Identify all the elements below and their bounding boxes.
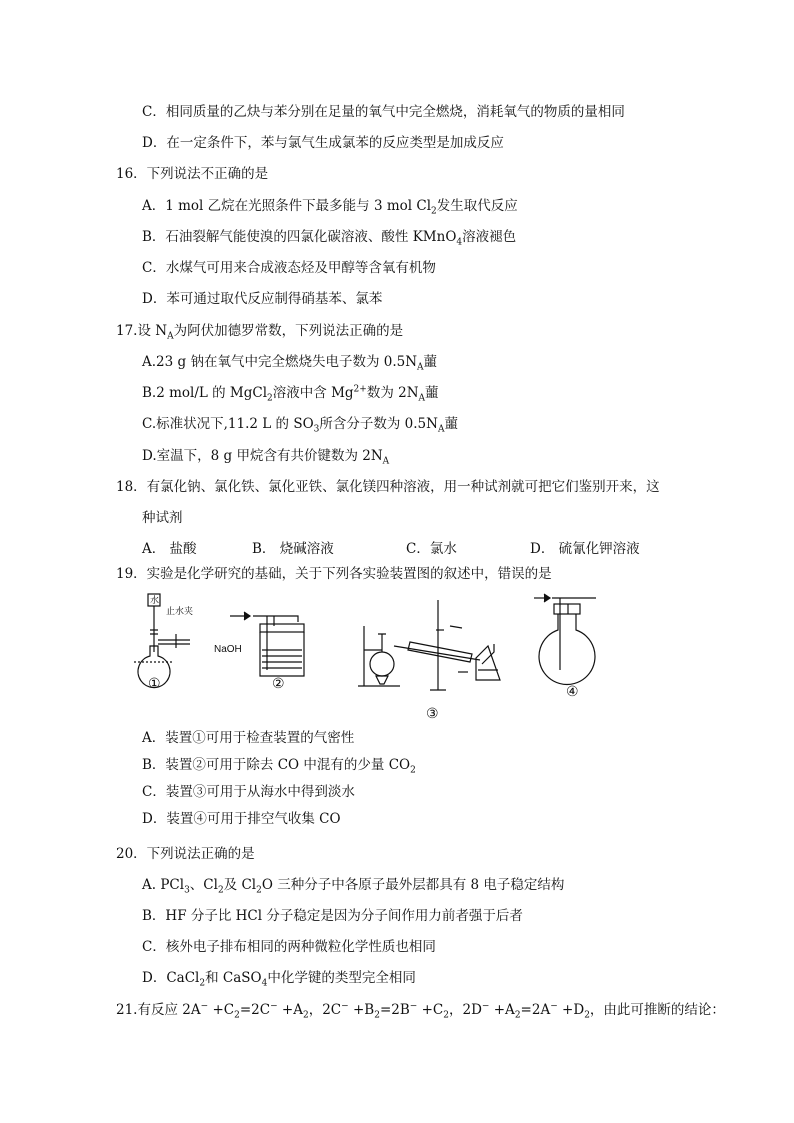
q16-option-c: C．水煤气可用来合成液态烃及甲醇等含氧有机物: [142, 260, 436, 276]
caption-2: ②: [272, 676, 285, 692]
q15-option-d: D．在一定条件下，苯与氯气生成氯苯的反应类型是加成反应: [142, 135, 504, 151]
q19-option-a: A．装置①可用于检查装置的气密性: [142, 730, 355, 746]
label-water: 水: [150, 595, 160, 605]
q16-option-d: D．苯可通过取代反应制得硝基苯、氯苯: [142, 291, 383, 307]
caption-3: ③: [426, 706, 439, 722]
q21-stem: 21.有反应 $2A^- +C_2=2C^- +A_2$，$2C^- +B_2=2B^- +C_2$，$2D^- +A_2=2A^- +D_2$，由此可推断的结论：: [116, 1001, 725, 1021]
q18-option-c: C．氯水: [406, 541, 457, 557]
q17-option-a: A.23 g 钠在氧气中完全燃烧失电子数为 $0.5N_A$蘁: [142, 354, 438, 373]
q20-option-a: A. PCl$_3$、$Cl_2$及 $Cl_2O$ 三种分子中各原子最外层都具有 8 电子稳定结构: [142, 877, 565, 896]
q18-option-b: B． 烧碱溶液: [252, 541, 334, 557]
q20-option-b: B．HF 分子比 HCl 分子稳定是因为分子间作用力前者强于后者: [142, 908, 523, 924]
q19-option-d: D．装置④可用于排空气收集 CO: [142, 811, 341, 827]
q18-options-row: [0, 540, 794, 558]
q20-stem: 20．下列说法正确的是: [116, 846, 255, 862]
q17-option-d: D.室温下，8 g 甲烷含有共价键数为 $2N_A$: [142, 448, 390, 467]
q15-option-c: C．相同质量的乙炔与苯分别在足量的氧气中完全燃烧，消耗氧气的物质的量相同: [142, 104, 625, 120]
q19-option-b: B．装置②可用于除去 CO 中混有的少量 $CO_2$: [142, 757, 416, 776]
q19-stem: 19．实验是化学研究的基础，关于下列各实验装置图的叙述中，错误的是: [116, 566, 552, 582]
q16-option-b: B．石油裂解气能使溴的四氯化碳溶液、酸性 KMnO$_4$溶液褪色: [142, 229, 517, 248]
q20-option-d: D．CaCl$_2$和 CaSO$_4$中化学键的类型完全相同: [142, 970, 416, 989]
q19-option-c: C．装置③可用于从海水中得到淡水: [142, 784, 355, 800]
apparatus-3: [358, 600, 500, 690]
caption-4: ④: [566, 684, 579, 700]
q17-stem: 17.设 $N_A$为阿伏加德罗常数，下列说法正确的是: [116, 323, 404, 342]
label-naoh: NaOH: [214, 644, 242, 655]
q17-option-b: B.2 mol/L 的 MgCl$_2$溶液中含 $Mg^{2+}$数为 $2N_A$蘁: [142, 384, 439, 404]
q16-option-a: A．1 mol 乙烷在光照条件下最多能与 3 mol $Cl_2$发生取代反应: [142, 198, 518, 217]
q18-option-a: A． 盐酸: [142, 541, 197, 557]
caption-1: ①: [148, 676, 161, 692]
q16-stem: 16．下列说法不正确的是: [116, 166, 269, 182]
q20-option-c: C．核外电子排布相同的两种微粒化学性质也相同: [142, 939, 436, 955]
q18-option-d: D． 硫氰化钾溶液: [530, 541, 640, 557]
label-clamp: 止水夹: [166, 606, 194, 616]
q18-stem-line1: 18．有氯化钠、氯化铁、氯化亚铁、氯化镁四种溶液，用一种试剂就可把它们鉴别开来，这: [116, 479, 660, 495]
q17-option-c: C.标准状况下,11.2 L 的 $SO_3$所含分子数为 $0.5N_A$蘁: [142, 416, 458, 435]
apparatus-4: [534, 594, 596, 685]
q18-stem-line2: 种试剂: [142, 510, 183, 526]
apparatus-drawings: [120, 590, 640, 725]
q19-apparatus-figure: [120, 590, 640, 725]
